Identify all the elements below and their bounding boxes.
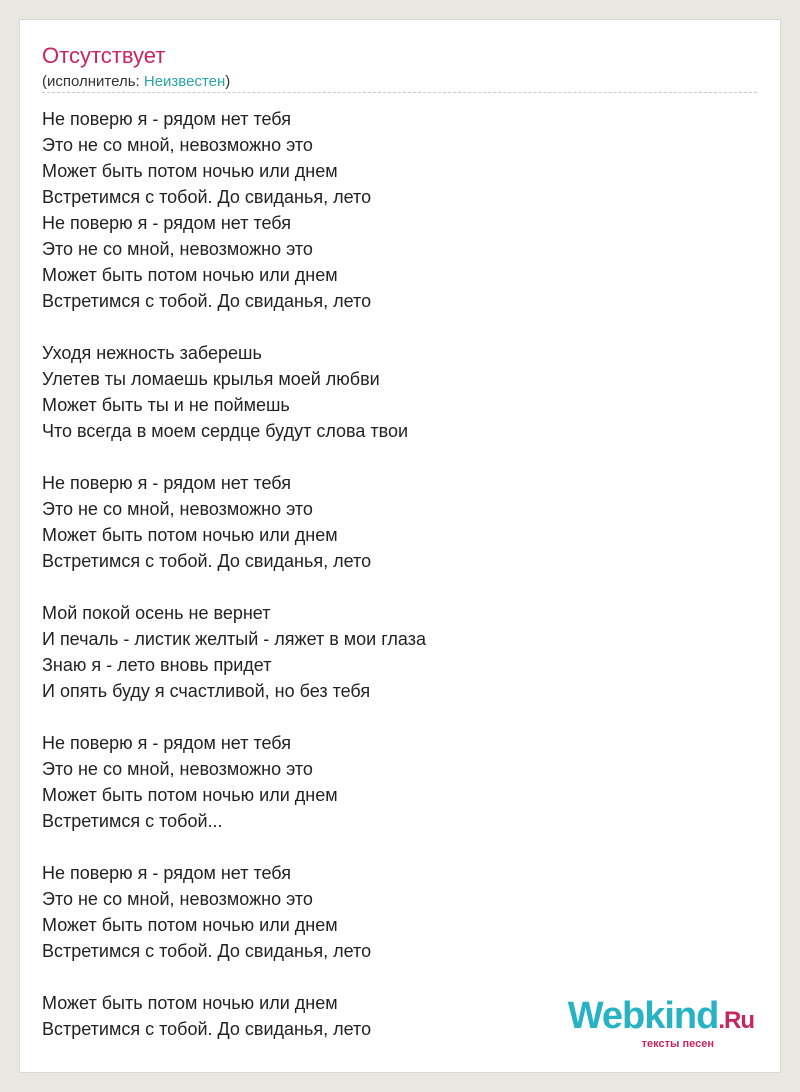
lyrics-line: Может быть потом ночью или днем <box>42 915 338 935</box>
lyrics-line: Может быть потом ночью или днем <box>42 161 338 181</box>
logo-wordmark <box>568 997 754 1040</box>
lyrics-line: Встретимся с тобой. До свиданья, лето <box>42 187 372 207</box>
lyrics-line: Может быть потом ночью или днем <box>42 993 338 1013</box>
artist-suffix: ) <box>225 73 231 90</box>
lyrics-line: Что всегда в моем сердце будут слова твои <box>42 421 409 441</box>
lyrics-line: Может быть потом ночью или днем <box>42 785 338 805</box>
lyrics-line: Улетев ты ломаешь крылья моей любви <box>42 369 380 389</box>
artist-link[interactable]: Неизвестен <box>143 73 226 90</box>
lyrics-line: Может быть потом ночью или днем <box>42 265 338 285</box>
lyrics-line: Это не со мной, невозможно это <box>42 239 313 259</box>
lyrics-line: Не поверю я - рядом нет тебя <box>42 473 291 493</box>
lyrics-line: Встретимся с тобой. До свиданья, лето <box>42 1019 372 1039</box>
lyrics-line: Может быть ты и не поймешь <box>42 395 290 415</box>
lyrics-line: Это не со мной, невозможно это <box>42 759 313 779</box>
artist-line <box>42 72 230 92</box>
lyrics-line: Мой покой осень не вернет <box>42 603 271 623</box>
artist-prefix: (исполнитель: <box>42 73 144 90</box>
logo-tld: .Ru <box>718 1007 754 1034</box>
lyrics-card <box>20 20 780 1072</box>
lyrics-line: Это не со мной, невозможно это <box>42 889 313 909</box>
lyrics-line: Уходя нежность заберешь <box>42 343 262 363</box>
webkind-logo[interactable] <box>568 997 754 1050</box>
lyrics-stanza <box>42 730 426 834</box>
lyrics-line: Не поверю я - рядом нет тебя <box>42 863 291 883</box>
lyrics-line: Это не со мной, невозможно это <box>42 499 313 519</box>
lyrics-line: Встретимся с тобой. До свиданья, лето <box>42 551 372 571</box>
lyrics-line: Это не со мной, невозможно это <box>42 135 313 155</box>
song-title: Отсутствует <box>42 43 166 68</box>
lyrics-stanza <box>42 470 426 574</box>
lyrics-line: Встретимся с тобой... <box>42 811 223 831</box>
logo-tagline: тексты песен <box>641 1038 714 1050</box>
lyrics-line: Не поверю я - рядом нет тебя <box>42 213 291 233</box>
lyrics-stanza <box>42 600 426 704</box>
lyrics-line: Знаю я - лето вновь придет <box>42 655 272 675</box>
lyrics-line: Может быть потом ночью или днем <box>42 525 338 545</box>
lyrics-line: Встретимся с тобой. До свиданья, лето <box>42 291 372 311</box>
lyrics-line: Не поверю я - рядом нет тебя <box>42 733 291 753</box>
lyrics-line: Не поверю я - рядом нет тебя <box>42 109 291 129</box>
lyrics-stanza <box>42 860 426 964</box>
lyrics-line: Встретимся с тобой. До свиданья, лето <box>42 941 372 961</box>
lyrics-stanza <box>42 340 426 444</box>
dashed-divider <box>42 92 757 93</box>
lyrics-stanza <box>42 106 426 314</box>
lyrics-stanza <box>42 990 426 1042</box>
lyrics-text <box>42 106 426 1068</box>
lyrics-line: И опять буду я счастливой, но без тебя <box>42 681 371 701</box>
lyrics-line: И печаль - листик желтый - ляжет в мои глаза <box>42 629 426 649</box>
logo-name: Webkind <box>567 995 719 1037</box>
